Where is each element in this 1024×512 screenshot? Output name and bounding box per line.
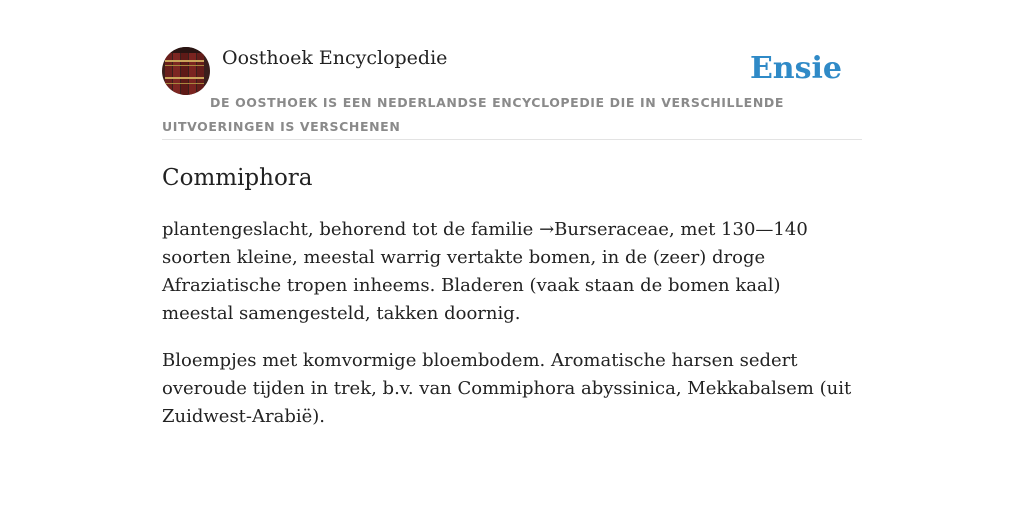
article-title: Commiphora <box>162 165 313 191</box>
site-header <box>162 46 862 140</box>
ensie-logo[interactable]: Ensie <box>749 51 842 86</box>
link-arrow-icon: → <box>539 219 555 240</box>
paragraph-text: plantengeslacht, behorend tot de familie <box>162 219 540 240</box>
link-text: Burseraceae <box>554 219 669 240</box>
site-description: DE OOSTHOEK IS EEN NEDERLANDSE ENCYCLOPEDIE DIE IN VERSCHILLENDE UITVOERINGEN IS VERSCHENEN <box>162 95 784 134</box>
encyclopedia-books-avatar[interactable] <box>162 47 210 95</box>
book-spines-icon <box>162 47 210 95</box>
paragraph-text: , met 130—140 soorten kleine, meestal warrig vertakte bomen, in de (zeer) droge Afraziatische tropen inheems. Bladeren (vaak staan de bomen kaal) meestal samengesteld, takken doornig. <box>162 219 808 324</box>
burseraceae-link[interactable] <box>539 219 669 240</box>
article <box>162 160 852 431</box>
article-paragraph-1 <box>162 216 852 328</box>
site-title[interactable]: Oosthoek Encyclopedie <box>222 47 448 69</box>
article-paragraph-2: Bloempjes met komvormige bloembodem. Aromatische harsen sedert overoude tijden in trek, b.v. van Commiphora abyssinica, Mekkabalsem (uit Zuidwest-Arabië). <box>162 350 852 427</box>
